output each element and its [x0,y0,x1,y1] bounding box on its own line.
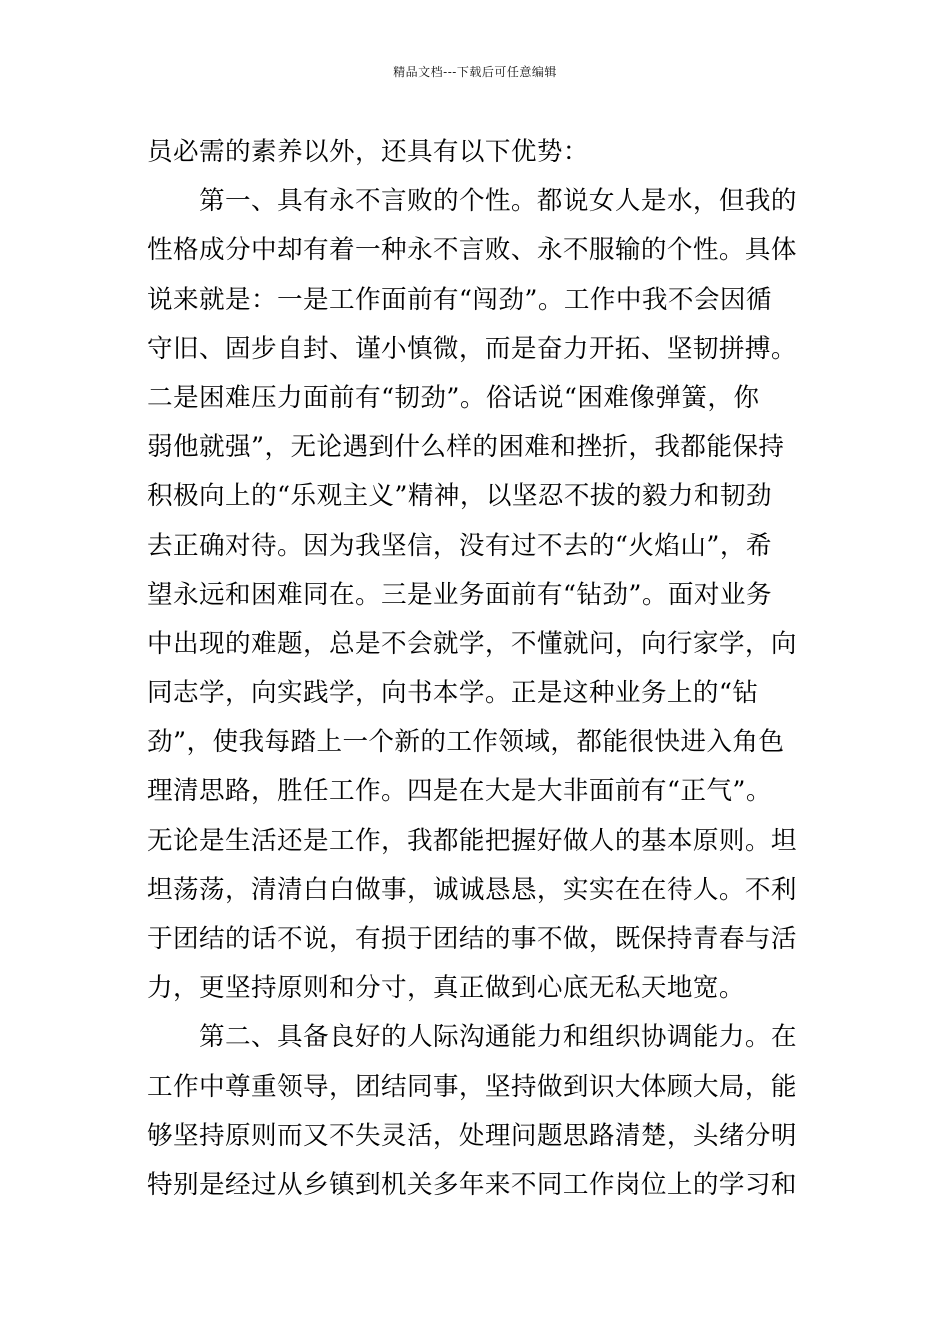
text-line: 中出现的难题，总是不会就学，不懂就问，向行家学，向 [147,628,797,659]
text-line: 说来就是：一是工作面前有“闯劲”。工作中我不会因循 [147,284,772,315]
text-line: 劲”，使我每踏上一个新的工作领域，都能很快进入角色 [147,727,785,758]
text-line: 无论是生活还是工作，我都能把握好做人的基本原则。坦 [147,825,797,856]
text-line: 坦荡荡，清清白白做事，诚诚恳恳，实实在在待人。不利 [147,874,797,905]
text-line: 守旧、固步自封、谨小慎微，而是奋力开拓、坚韧拼搏。 [147,333,797,364]
text-line: 性格成分中却有着一种永不言败、永不服输的个性。具体 [147,235,797,266]
text-line: 力，更坚持原则和分寸，真正做到心底无私天地宽。 [147,973,745,1004]
text-line: 于团结的话不说，有损于团结的事不做，既保持青春与活 [147,924,797,954]
text-line: 工作中尊重领导，团结同事，坚持做到识大体顾大局，能 [147,1071,797,1102]
text-line: 二是困难压力面前有“韧劲”。俗话说“困难像弹簧，你 [147,382,760,413]
text-line: 弱他就强”，无论遇到什么样的困难和挫折，我都能保持 [147,432,785,463]
page-header: 精品文档---下载后可任意编辑 [393,65,557,79]
text-line: 特别是经过从乡镇到机关多年来不同工作岗位上的学习和 [147,1169,797,1200]
text-line: 员必需的素养以外，还具有以下优势： [147,137,589,167]
text-line: 望永远和困难同在。三是业务面前有“钻劲”。面对业务 [147,579,772,610]
text-line: 同志学，向实践学，向书本学。正是这种业务上的“钻 [147,678,759,709]
document-body [147,128,807,1210]
text-line: 去正确对待。因为我坚信，没有过不去的“火焰山”，希 [147,530,772,561]
text-line: 积极向上的“乐观主义”精神，以坚忍不拔的毅力和韧劲 [147,481,772,512]
text-line: 理清思路，胜任工作。四是在大是大非面前有“正气”。 [147,776,772,807]
text-line: 够坚持原则而又不失灵活，处理问题思路清楚，头绪分明 [147,1120,797,1151]
text-line: 第二、具备良好的人际沟通能力和组织协调能力。在 [199,1022,797,1053]
text-line: 第一、具有永不言败的个性。都说女人是水，但我的 [199,186,797,217]
